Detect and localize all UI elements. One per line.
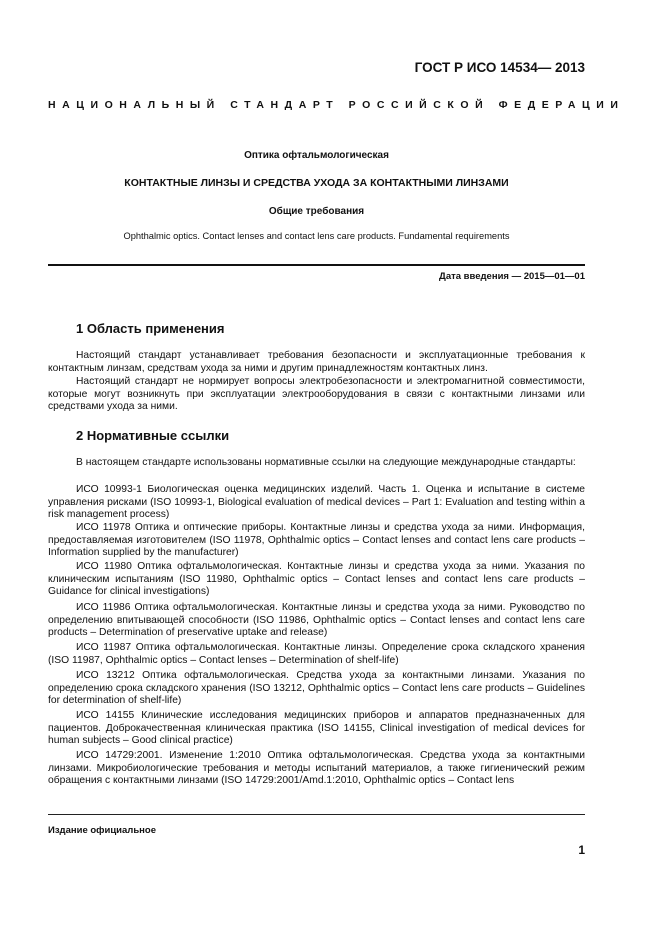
footer-divider xyxy=(48,814,585,815)
introduction-date: Дата введения — 2015—01—01 xyxy=(439,271,585,282)
reference-item: ИСО 11986 Оптика офтальмологическая. Контактные линзы и средства ухода за ними. Руководство по определению впитывающей способности (ISO 11986, Ophthalmic optics – Contact lenses and contact lens care products – Determination of preservative uptake and release) xyxy=(48,602,585,639)
reference-item: ИСО 11980 Оптика офтальмологическая. Контактные линзы и средства ухода за ними. Указания по клиническим испытаниям (ISO 11980, Ophthalmic optics – Contact lenses and contact lens care products – Guidance for clinical investigations) xyxy=(48,561,585,598)
title-divider xyxy=(48,264,585,266)
title-english: Ophthalmic optics. Contact lenses and contact lens care products. Fundamental requirements xyxy=(123,231,510,241)
title-main: КОНТАКТНЫЕ ЛИНЗЫ И СРЕДСТВА УХОДА ЗА КОНТАКТНЫМИ ЛИНЗАМИ xyxy=(124,177,509,189)
section-2-heading: 2 Нормативные ссылки xyxy=(76,428,230,443)
reference-item: ИСО 14155 Клинические исследования медицинских приборов и аппаратов предназначенных для пациентов. Доброкачественная клиническая практика (ISO 14155, Clinical investigation of medical devices for human subjects – Good clinical practice) xyxy=(48,710,585,747)
reference-item: ИСО 14729:2001. Изменение 1:2010 Оптика офтальмологическая. Средства ухода за контактными линзами. Микробиологические требования и методы испытаний материалов, а также гигиенический режим обращения с контактными линзами (ISO 14729:2001/Amd.1:2010, Ophthalmic optics – Contact lens xyxy=(48,750,585,787)
section-1-paragraph: Настоящий стандарт устанавливает требования безопасности и эксплуатационные требования к контактным линзам, средствам ухода за ними и другим принадлежностям контактных линз. xyxy=(48,350,585,374)
section-1-paragraph: Настоящий стандарт не нормирует вопросы электробезопасности и электромагнитной совместимости, которые могут возникнуть при эксплуатации электрооборудования в связи с контактными линзами или средствами ухода за ними. xyxy=(48,376,585,413)
reference-item: ИСО 11978 Оптика и оптические приборы. Контактные линзы и средства ухода за ними. Информация, предоставляемая изготовителем (ISO 11978, Ophthalmic optics – Contact lenses and contact lens care products – Information supplied by the manufacturer) xyxy=(48,522,585,559)
title-line-1: Оптика офтальмологическая xyxy=(244,150,389,161)
national-standard-banner: НАЦИОНАЛЬНЫЙ СТАНДАРТ РОССИЙСКОЙ ФЕДЕРАЦИИ xyxy=(48,99,625,111)
reference-item: ИСО 11987 Оптика офтальмологическая. Контактные линзы. Определение срока складского хранения (ISO 11987, Ophthalmic optics – Contact lenses – Determination of shelf-life) xyxy=(48,642,585,666)
standard-code: ГОСТ Р ИСО 14534— 2013 xyxy=(414,60,585,75)
reference-item: ИСО 13212 Оптика офтальмологическая. Средства ухода за контактными линзами. Указания по определению срока складского хранения (ISO 13212, Ophthalmic optics – Contact lens care products – Guidelines for determination of shelf-life) xyxy=(48,670,585,707)
section-2-paragraph: В настоящем стандарте использованы нормативные ссылки на следующие международные стандарты: xyxy=(76,457,576,468)
section-1-heading: 1 Область применения xyxy=(76,321,225,336)
edition-label: Издание официальное xyxy=(48,825,156,836)
reference-item: ИСО 10993-1 Биологическая оценка медицинских изделий. Часть 1. Оценка и испытание в системе управления рисками (ISO 10993-1, Biological evaluation of medical devices – Part 1: Evaluation and testing within a risk management process) xyxy=(48,484,585,521)
page-number: 1 xyxy=(578,843,585,857)
title-subtitle: Общие требования xyxy=(268,206,365,217)
